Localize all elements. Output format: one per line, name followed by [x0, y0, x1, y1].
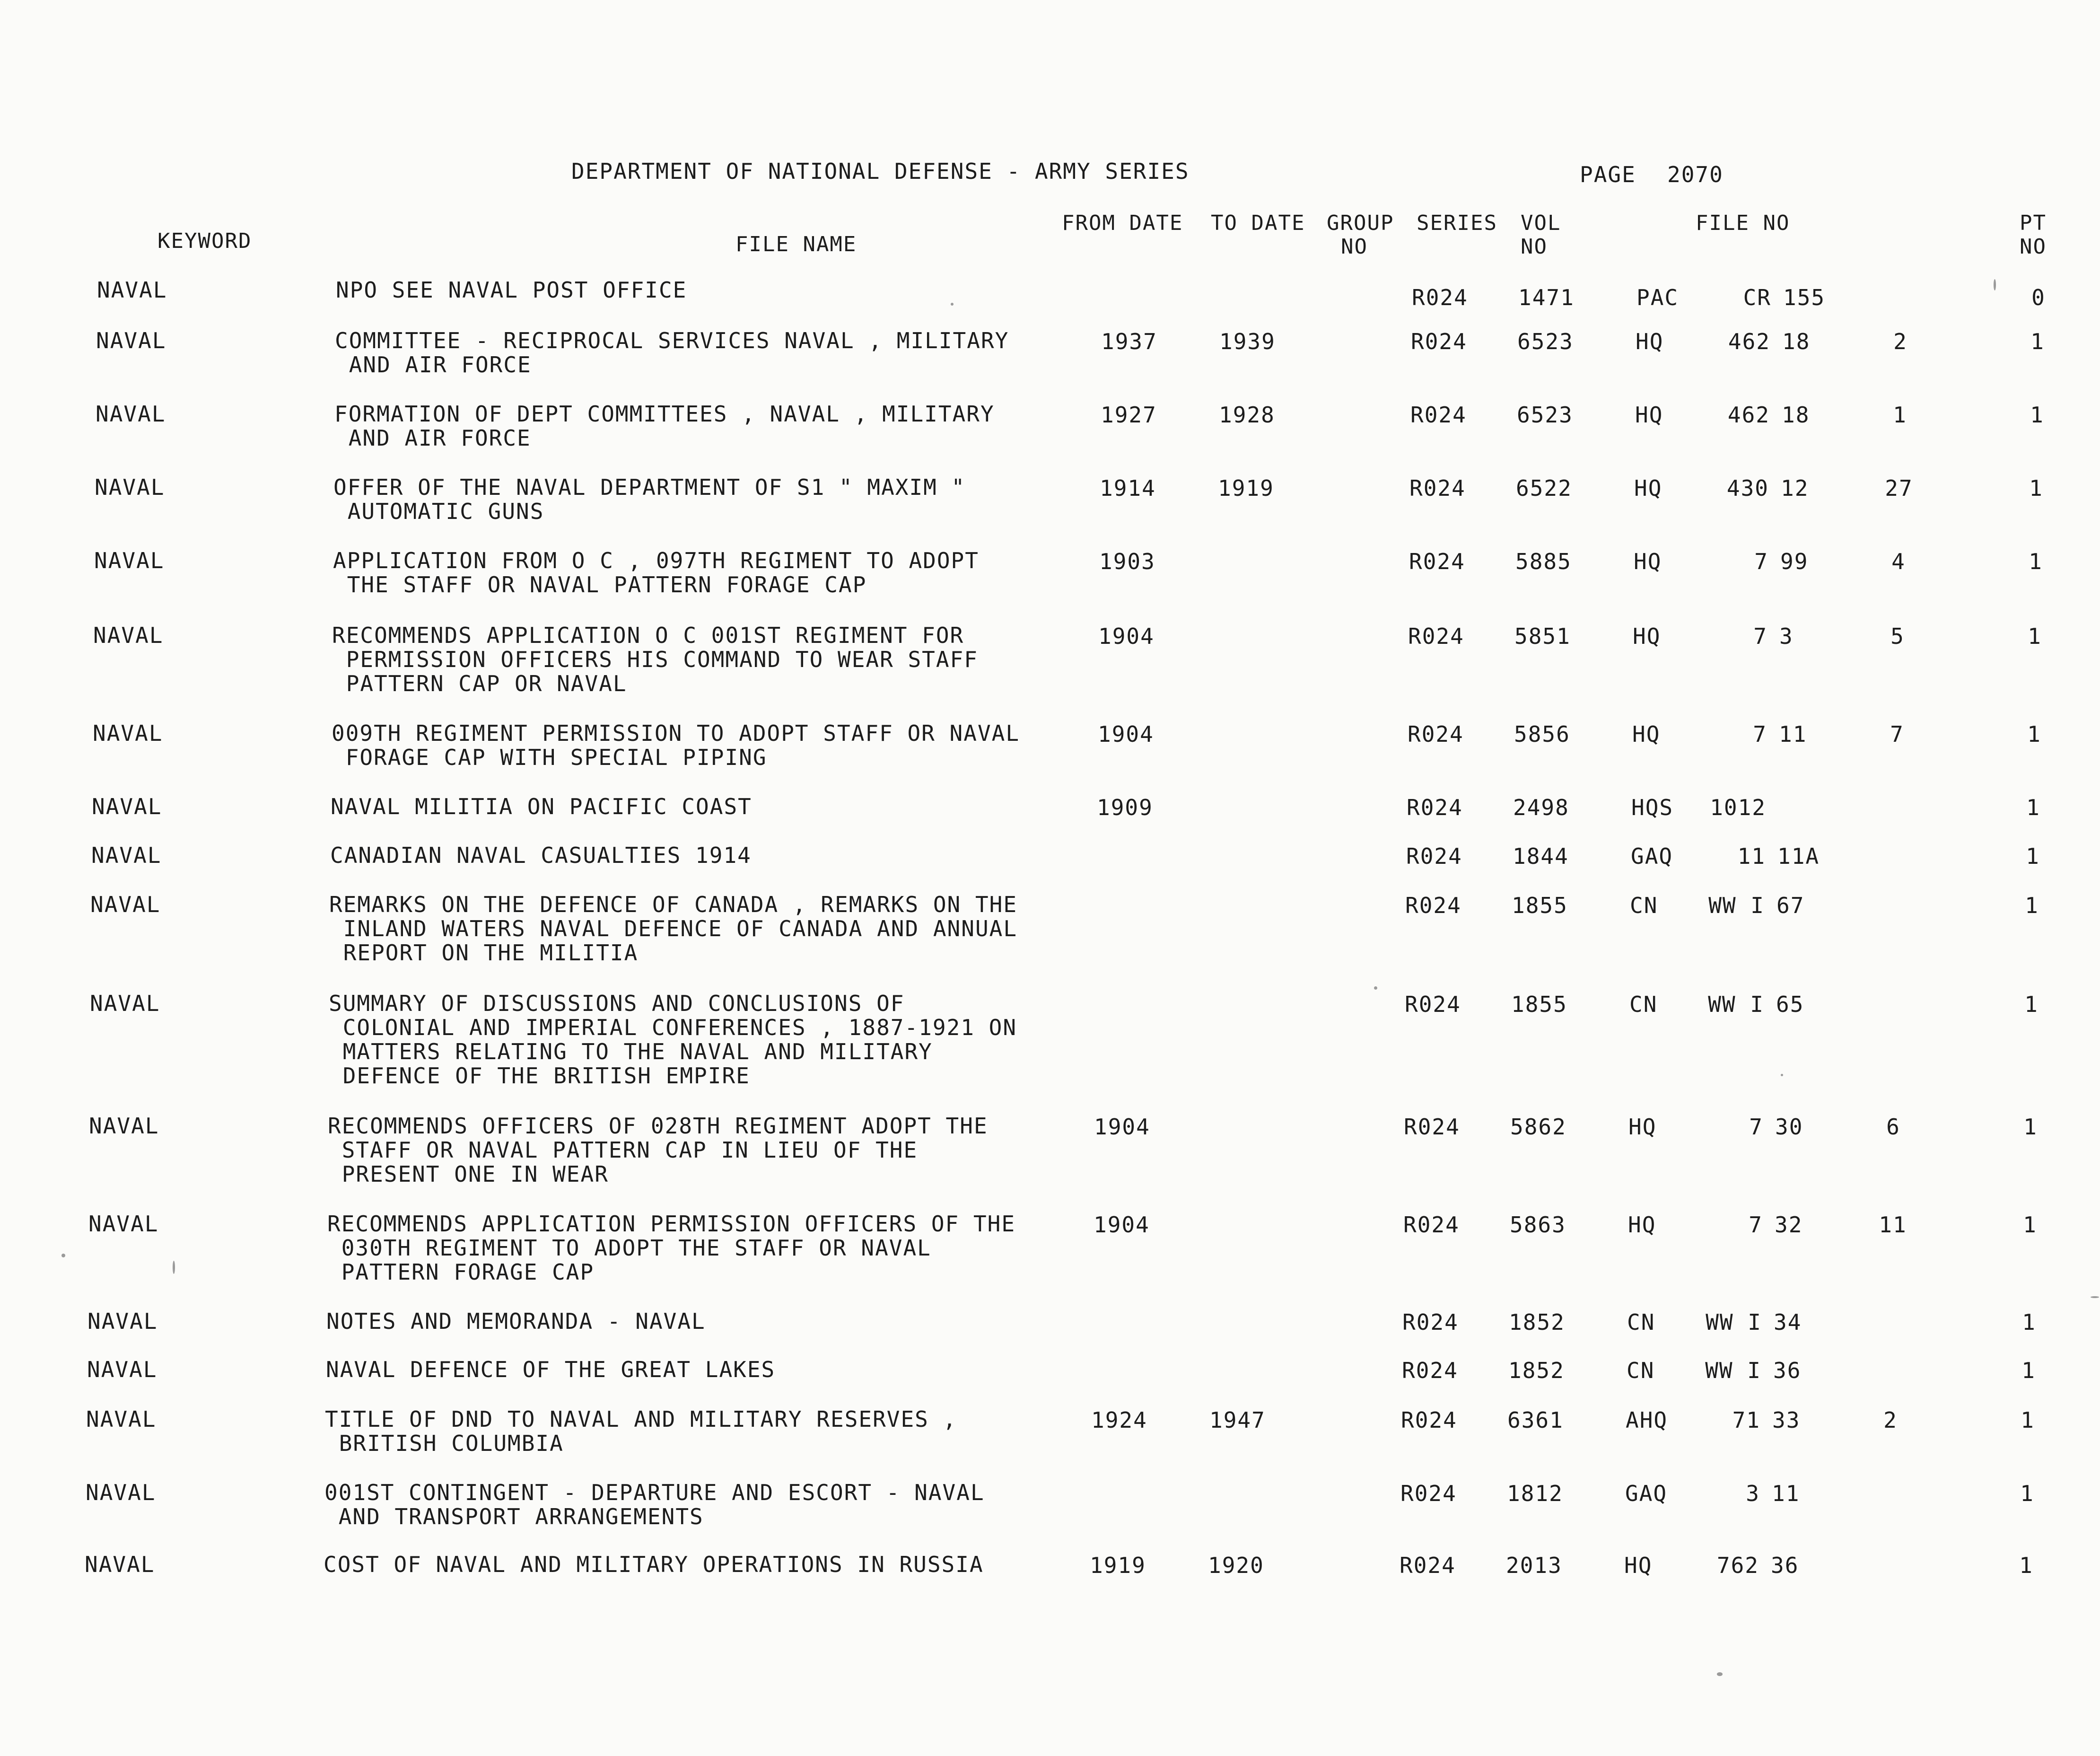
row-file-name: TITLE OF DND TO NAVAL AND MILITARY RESERVES , BRITISH COLUMBIA: [325, 1406, 957, 1456]
col-file-no: FILE NO: [1696, 211, 1790, 235]
row-file-no-secondary: 36: [1773, 1358, 1802, 1383]
row-vol-no: 5863: [1510, 1212, 1566, 1238]
row-file-name: APPLICATION FROM O C , 097TH REGIMENT TO ADOPT THE STAFF OR NAVAL PATTERN FORAGE CAP: [333, 548, 979, 597]
row-file-no-secondary: 18: [1782, 402, 1810, 428]
row-to-date: 1928: [1219, 402, 1275, 428]
row-series: R024: [1408, 623, 1464, 649]
row-series: R024: [1405, 992, 1461, 1017]
row-series: R024: [1407, 795, 1463, 820]
row-series: R024: [1402, 1309, 1459, 1335]
row-pt-no: 1: [2021, 1407, 2035, 1433]
row-keyword: NAVAL: [94, 548, 165, 573]
row-vol-no: 1844: [1513, 843, 1569, 869]
row-file-no-primary: WW I: [1706, 1309, 1762, 1335]
row-keyword: NAVAL: [90, 991, 160, 1016]
row-file-no-prefix: HQ: [1632, 721, 1661, 747]
row-from-date: 1904: [1094, 1212, 1150, 1238]
col-group-no: NO: [1341, 235, 1368, 259]
row-from-date: 1927: [1101, 402, 1157, 428]
row-file-no-secondary: 11: [1772, 1481, 1800, 1506]
row-file-name: NAVAL MILITIA ON PACIFIC COAST: [331, 794, 752, 819]
row-file-no-prefix: CN: [1627, 1309, 1655, 1335]
scan-speck: [951, 303, 954, 306]
row-vol-no: 6361: [1507, 1407, 1564, 1433]
row-series: R024: [1403, 1212, 1460, 1238]
row-pt-no: 1: [2030, 402, 2044, 428]
row-pt-no: 1: [2025, 893, 2039, 918]
row-series: R024: [1400, 1481, 1457, 1506]
row-file-name: COMMITTEE - RECIPROCAL SERVICES NAVAL , MILITARY AND AIR FORCE: [335, 328, 1009, 378]
row-file-name: OFFER OF THE NAVAL DEPARTMENT OF S1 " MAXIM " AUTOMATIC GUNS: [333, 474, 966, 524]
row-file-name: RECOMMENDS OFFICERS OF 028TH REGIMENT ADOPT THE STAFF OR NAVAL PATTERN CAP IN LIEU OF THE PRESENT ONE IN WEAR: [328, 1113, 988, 1187]
page-label: PAGE: [1580, 162, 1636, 187]
row-file-name: COST OF NAVAL AND MILITARY OPERATIONS IN RUSSIA: [324, 1552, 984, 1577]
row-file-no-prefix: HQ: [1634, 549, 1662, 574]
row-vol-no: 1855: [1511, 992, 1567, 1017]
row-vol-no: 1852: [1508, 1358, 1565, 1383]
col-group: GROUP: [1327, 211, 1394, 235]
col-keyword: KEYWORD: [158, 229, 252, 253]
row-vol-no: 1471: [1518, 285, 1575, 310]
row-series: R024: [1400, 1553, 1456, 1578]
row-from-date: 1903: [1099, 549, 1155, 574]
row-keyword: NAVAL: [90, 892, 161, 917]
row-file-no-secondary: 11: [1779, 721, 1807, 747]
row-file-no-prefix: HQS: [1631, 795, 1674, 820]
row-file-no-secondary: 36: [1771, 1553, 1799, 1578]
row-pt-no: 1: [2027, 721, 2041, 747]
row-file-no-prefix: HQ: [1634, 475, 1662, 501]
row-pt-no: 1: [2028, 623, 2042, 649]
row-vol-no: 6523: [1517, 329, 1574, 354]
row-file-no-tertiary: 27: [1885, 475, 1913, 501]
row-file-no-prefix: PAC: [1636, 285, 1679, 310]
row-file-name: RECOMMENDS APPLICATION O C 001ST REGIMENT FOR PERMISSION OFFICERS HIS COMMAND TO WEAR STAFF PATTERN CAP OR NAVAL: [332, 623, 978, 696]
row-file-no-primary: 762: [1716, 1553, 1759, 1578]
row-keyword: NAVAL: [92, 794, 162, 819]
row-file-no-primary: 7: [1749, 1114, 1763, 1140]
row-file-name: 009TH REGIMENT PERMISSION TO ADOPT STAFF OR NAVAL FORAGE CAP WITH SPECIAL PIPING: [332, 720, 1020, 770]
row-keyword: NAVAL: [89, 1113, 159, 1139]
row-file-no-secondary: 99: [1780, 549, 1809, 574]
row-file-no-secondary: 12: [1781, 475, 1809, 501]
row-file-no-primary: 462: [1728, 329, 1770, 354]
row-file-name: NAVAL DEFENCE OF THE GREAT LAKES: [326, 1357, 776, 1382]
row-file-no-primary: 7: [1753, 623, 1768, 649]
row-file-name: NOTES AND MEMORANDA - NAVAL: [326, 1308, 706, 1334]
row-keyword: NAVAL: [88, 1308, 158, 1334]
row-pt-no: 1: [2021, 1358, 2036, 1383]
row-file-no-primary: 3: [1746, 1481, 1760, 1506]
row-vol-no: 5856: [1514, 721, 1570, 747]
row-file-no-primary: 7: [1749, 1212, 1763, 1238]
row-file-no-primary: 430: [1726, 475, 1769, 501]
row-keyword: NAVAL: [97, 277, 167, 303]
row-from-date: 1919: [1090, 1553, 1146, 1578]
row-keyword: NAVAL: [86, 1480, 156, 1505]
row-pt-no: 0: [2031, 285, 2046, 310]
row-file-no-prefix: GAQ: [1631, 843, 1673, 869]
row-vol-no: 5851: [1514, 623, 1571, 649]
row-series: R024: [1408, 721, 1464, 747]
row-to-date: 1947: [1209, 1407, 1266, 1433]
row-pt-no: 1: [2024, 992, 2039, 1017]
scan-speck: [1717, 1672, 1723, 1676]
col-pt-no: NO: [2020, 235, 2047, 259]
row-file-no-primary: 7: [1753, 721, 1767, 747]
row-series: R024: [1406, 843, 1462, 869]
row-from-date: 1904: [1098, 721, 1154, 747]
col-file-name: FILE NAME: [735, 232, 857, 256]
row-pt-no: 1: [2026, 843, 2040, 869]
row-file-no-prefix: HQ: [1635, 402, 1663, 428]
row-vol-no: 1855: [1512, 893, 1568, 918]
row-file-no-tertiary: 11: [1879, 1212, 1907, 1238]
row-from-date: 1937: [1101, 329, 1157, 354]
row-pt-no: 1: [2029, 549, 2043, 574]
row-to-date: 1920: [1208, 1553, 1264, 1578]
row-file-no-secondary: 65: [1776, 992, 1804, 1017]
scan-speck: [1994, 279, 1996, 290]
row-file-no-tertiary: 1: [1893, 402, 1907, 428]
row-keyword: NAVAL: [91, 843, 162, 868]
row-from-date: 1909: [1097, 795, 1153, 820]
row-series: R024: [1411, 329, 1467, 354]
col-vol-no: NO: [1521, 235, 1548, 259]
col-pt: PT: [2020, 211, 2047, 235]
row-file-no-tertiary: 2: [1883, 1407, 1898, 1433]
row-file-no-tertiary: 7: [1890, 721, 1904, 747]
row-pt-no: 1: [2029, 475, 2043, 501]
row-file-no-primary: 7: [1754, 549, 1768, 574]
row-vol-no: 1812: [1507, 1481, 1563, 1506]
row-file-no-prefix: HQ: [1628, 1212, 1656, 1238]
row-file-no-tertiary: 4: [1891, 549, 1906, 574]
scan-speck: [2091, 1296, 2099, 1298]
row-pt-no: 1: [2019, 1553, 2033, 1578]
row-vol-no: 2498: [1513, 795, 1569, 820]
row-file-no-secondary: 11A: [1777, 843, 1820, 869]
row-file-no-secondary: 32: [1775, 1212, 1803, 1238]
row-series: R024: [1405, 893, 1461, 918]
row-file-no-prefix: HQ: [1633, 623, 1661, 649]
row-file-name: RECOMMENDS APPLICATION PERMISSION OFFICERS OF THE 030TH REGIMENT TO ADOPT THE STAFF OR NAVAL PATTERN FORAGE CAP: [327, 1211, 1016, 1285]
row-file-no-prefix: HQ: [1624, 1553, 1653, 1578]
row-file-no-primary: 11: [1737, 843, 1766, 869]
row-file-no-secondary: 33: [1772, 1407, 1801, 1433]
row-pt-no: 1: [2030, 329, 2045, 354]
row-series: R024: [1402, 1358, 1458, 1383]
row-file-no-secondary: 67: [1776, 893, 1805, 918]
row-file-name: REMARKS ON THE DEFENCE OF CANADA , REMARKS ON THE INLAND WATERS NAVAL DEFENCE OF CANADA AND ANNUAL REPORT ON THE MILITIA: [329, 892, 1018, 966]
row-from-date: 1904: [1094, 1114, 1150, 1140]
row-series: R024: [1401, 1407, 1457, 1433]
col-series: SERIES: [1417, 211, 1497, 235]
row-pt-no: 1: [2023, 1212, 2037, 1238]
row-to-date: 1919: [1218, 475, 1274, 501]
col-from-date: FROM DATE: [1062, 211, 1183, 235]
row-vol-no: 6523: [1517, 402, 1573, 428]
scan-speck: [1374, 986, 1377, 990]
row-file-name: CANADIAN NAVAL CASUALTIES 1914: [330, 843, 752, 868]
row-keyword: NAVAL: [96, 401, 166, 427]
row-file-no-prefix: HQ: [1628, 1114, 1657, 1140]
row-file-no-secondary: 34: [1774, 1309, 1802, 1335]
row-file-no-prefix: CN: [1629, 992, 1658, 1017]
row-keyword: NAVAL: [95, 474, 165, 500]
row-pt-no: 1: [2022, 1309, 2036, 1335]
row-file-no-prefix: CN: [1630, 893, 1658, 918]
row-series: R024: [1412, 285, 1468, 310]
scan-speck: [173, 1261, 175, 1274]
row-keyword: NAVAL: [93, 720, 163, 746]
row-vol-no: 5862: [1510, 1114, 1566, 1140]
row-pt-no: 1: [2026, 795, 2040, 820]
row-file-name: SUMMARY OF DISCUSSIONS AND CONCLUSIONS OF COLONIAL AND IMPERIAL CONFERENCES , 1887-1921 ON MATTERS RELATING TO THE NAVAL AND MILITARY DEFENCE OF THE BRITISH EMPIRE: [329, 991, 1017, 1089]
scan-speck: [61, 1254, 65, 1257]
row-series: R024: [1404, 1114, 1460, 1140]
row-file-name: 001ST CONTINGENT - DEPARTURE AND ESCORT - NAVAL AND TRANSPORT ARRANGEMENTS: [324, 1480, 985, 1529]
row-file-no-secondary: 30: [1775, 1114, 1803, 1140]
row-file-no-prefix: HQ: [1636, 329, 1664, 354]
row-file-no-primary: 462: [1727, 402, 1770, 428]
row-vol-no: 2013: [1506, 1553, 1562, 1578]
row-file-no-primary: WW I: [1705, 1358, 1761, 1383]
row-file-no-tertiary: 6: [1886, 1114, 1900, 1140]
row-vol-no: 6522: [1516, 475, 1572, 501]
row-series: R024: [1410, 402, 1467, 428]
row-file-no-secondary: 155: [1783, 285, 1826, 310]
row-from-date: 1914: [1100, 475, 1156, 501]
row-keyword: NAVAL: [93, 623, 164, 648]
scan-speck: [1781, 1074, 1783, 1076]
row-to-date: 1939: [1219, 329, 1276, 354]
row-pt-no: 1: [2023, 1114, 2038, 1140]
row-vol-no: 5885: [1515, 549, 1572, 574]
row-from-date: 1904: [1098, 623, 1155, 649]
row-file-no-secondary: 18: [1782, 329, 1811, 354]
row-from-date: 1924: [1091, 1407, 1147, 1433]
row-keyword: NAVAL: [96, 328, 166, 353]
col-to-date: TO DATE: [1211, 211, 1305, 235]
row-file-name: FORMATION OF DEPT COMMITTEES , NAVAL , MILITARY AND AIR FORCE: [334, 401, 995, 451]
row-pt-no: 1: [2020, 1481, 2034, 1506]
document-title: DEPARTMENT OF NATIONAL DEFENSE - ARMY SERIES: [571, 158, 1190, 184]
row-file-no-prefix: GAQ: [1625, 1481, 1668, 1506]
row-series: R024: [1409, 549, 1465, 574]
row-vol-no: 1852: [1509, 1309, 1565, 1335]
row-file-no-primary: WW I: [1708, 992, 1764, 1017]
row-file-no-tertiary: 2: [1893, 329, 1908, 354]
row-file-no-primary: 71: [1732, 1407, 1760, 1433]
row-keyword: NAVAL: [85, 1552, 155, 1577]
page-number: 2070: [1667, 162, 1724, 187]
row-file-no-prefix: CN: [1627, 1358, 1655, 1383]
row-keyword: NAVAL: [87, 1357, 158, 1382]
row-file-name: NPO SEE NAVAL POST OFFICE: [336, 277, 687, 303]
row-keyword: NAVAL: [86, 1406, 157, 1432]
row-file-no-secondary: 3: [1779, 623, 1794, 649]
row-series: R024: [1409, 475, 1466, 501]
row-file-no-primary: 1012: [1710, 795, 1766, 820]
row-file-no-prefix: AHQ: [1626, 1407, 1668, 1433]
row-file-no-primary: CR: [1743, 285, 1771, 310]
row-keyword: NAVAL: [88, 1211, 159, 1237]
row-file-no-tertiary: 5: [1890, 623, 1905, 649]
row-file-no-primary: WW I: [1708, 893, 1765, 918]
col-vol: VOL: [1521, 211, 1561, 235]
